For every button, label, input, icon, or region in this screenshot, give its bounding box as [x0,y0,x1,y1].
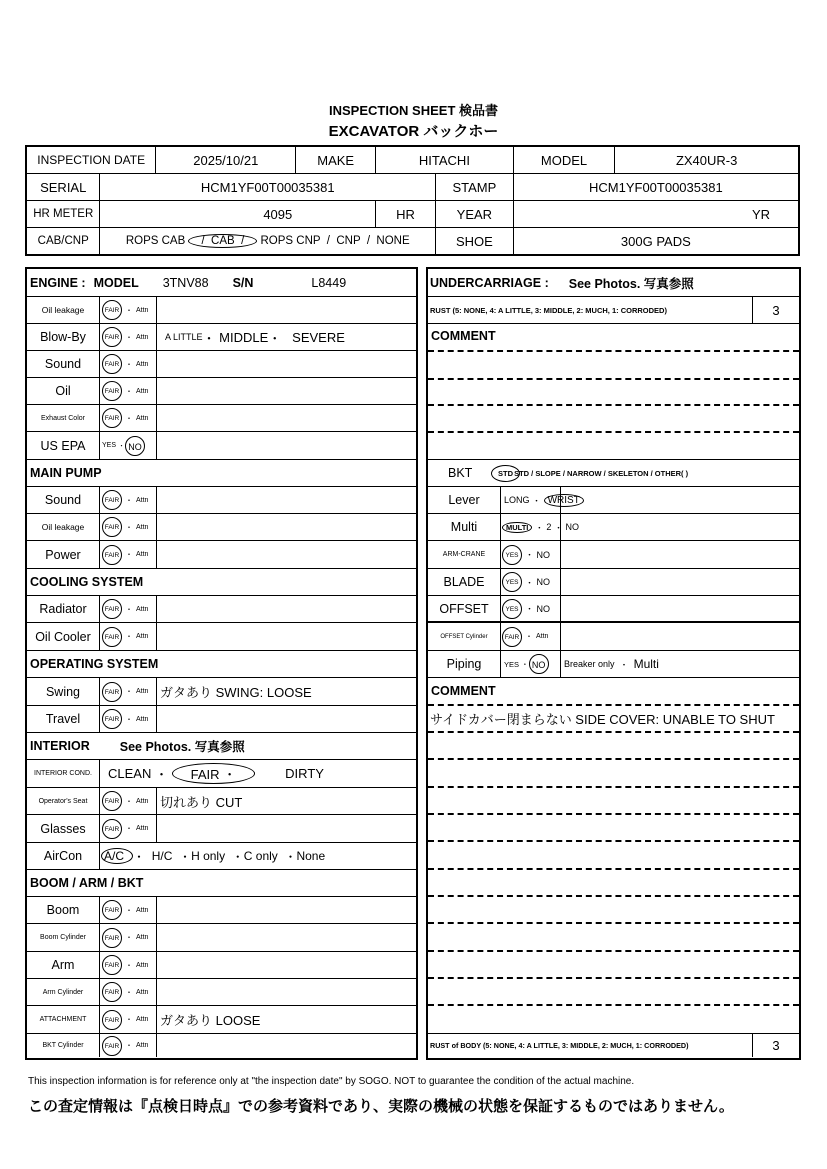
fair-option[interactable]: FAIR [102,709,122,729]
fair-selected-circle[interactable]: FAIR ・ [172,763,256,784]
aircon-row: AirCon A/C ・ H/C ・ H only ・ C only ・ None [27,843,416,870]
hr-unit: HR [376,201,436,228]
stamp-label: STAMP [436,174,514,201]
pump-oil-leakage-row: Oil leakage FAIR ・ Attn [27,514,416,541]
cab-selected-circle: / CAB / [188,234,257,248]
ac-selected-circle[interactable]: A/C [101,848,133,864]
interior-cond-row: INTERIOR COND. CLEAN ・ FAIR ・ DIRTY [27,760,416,788]
hr-meter-value: 4095 [100,201,376,228]
no-option-selected[interactable]: NO [125,436,145,456]
undercarriage-comment-area[interactable]: COMMENT [428,324,799,460]
body-comment-line: サイドカバー閉まらない SIDE COVER: UNABLE TO SHUT [430,712,775,727]
shoe-label: SHOE [436,228,514,256]
std-selected-circle[interactable]: STD [491,465,520,482]
multi-row: Multi MULTI ・ 2 ・ NO [428,514,799,541]
fair-option[interactable]: FAIR [102,599,122,619]
sheet-subtitle: EXCAVATOR バックホー [328,123,499,140]
oil-cooler-row: Oil Cooler FAIR ・ Attn [27,623,416,651]
us-epa-row: US EPA YES ・ NO [27,432,416,460]
year-value: YR [513,201,799,228]
cab-label: CAB/CNP [26,228,100,256]
wrist-selected-circle[interactable]: WRIST [544,494,584,507]
right-panel [426,267,801,1060]
bkt-options: STD STD / SLOPE / NARROW / SKELETON / OTHER( ) [491,465,688,482]
stamp-value: HCM1YF00T00035381 [513,174,799,201]
body-rust-row: RUST of BODY (5: NONE, 4: A LITTLE, 3: MIDDLE, 2: MUCH, 1: CORRODED) 3 [428,1034,799,1057]
model-value: ZX40UR-3 [615,146,799,174]
attachment-row: ATTACHMENT FAIR ・ Attn ガタあり LOOSE [27,1006,416,1034]
make-value: HITACHI [376,146,514,174]
lever-row: Lever LONG ・ WRIST [428,487,799,514]
cab-options: ROPS CAB / CAB / ROPS CNP / CNP / NONE [100,228,436,256]
shoe-value: 300G PADS [513,228,799,256]
no-selected-circle[interactable]: NO [529,654,549,674]
offset-cylinder-row: OFFSET Cylinder FAIR ・ Attn [428,623,799,651]
engine-header-row: ENGINE : MODEL 3TNV88 S/N L8449 [27,269,416,297]
arm-row: Arm FAIR ・ Attn [27,952,416,979]
arm-cylinder-row: Arm Cylinder FAIR ・ Attn [27,979,416,1006]
inspection-date-value: 2025/10/21 [156,146,296,174]
fair-option[interactable]: FAIR [102,381,122,401]
boom-header: BOOM / ARM / BKT [27,870,416,897]
bkt-cylinder-row: BKT Cylinder FAIR ・ Attn [27,1034,416,1057]
body-comment-area[interactable]: COMMENT サイドカバー閉まらない SIDE COVER: UNABLE TO SHUT [428,678,799,1034]
fair-option[interactable]: FAIR [102,517,122,537]
engine-exhaust-row: Exhaust Color FAIR ・ Attn [27,405,416,432]
fair-option[interactable]: FAIR [102,900,122,920]
arm-crane-row: ARM-CRANE YES ・ NO [428,541,799,569]
disclaimer-en: This inspection information is for reference only at "the inspection date" by SOGO. NOT to guarantee the condition of the actual machine. [28,1076,635,1087]
engine-oil-leakage-row: Oil leakage FAIR ・ Attn [27,297,416,324]
engine-oil-row: Oil FAIR ・ Attn [27,378,416,405]
radiator-row: Radiator FAIR ・ Attn [27,596,416,623]
serial-label: SERIAL [26,174,100,201]
blade-row: BLADE YES ・ NO [428,569,799,596]
interior-header: INTERIOR See Photos. 写真参照 [27,733,416,760]
cooling-header: COOLING SYSTEM [27,569,416,596]
hr-meter-label: HR METER [26,201,100,228]
yes-selected-circle[interactable]: YES [502,599,522,619]
engine-sound-row: Sound FAIR ・ Attn [27,351,416,378]
make-label: MAKE [296,146,376,174]
yes-selected-circle[interactable]: YES [502,572,522,592]
model-label: MODEL [513,146,615,174]
fair-option[interactable]: FAIR [102,1010,122,1030]
pump-sound-row: Sound FAIR ・ Attn [27,487,416,514]
travel-row: Travel FAIR ・ Attn [27,706,416,733]
disclaimer-ja: この査定情報は『点検日時点』での参考資料であり、実際の機械の状態を保証するものではありません。 [28,1098,734,1115]
header-table [25,145,800,256]
offset-row: OFFSET YES ・ NO [428,596,799,623]
fair-option[interactable]: FAIR [102,408,122,428]
fair-option[interactable]: FAIR [102,490,122,510]
operating-header: OPERATING SYSTEM [27,651,416,678]
piping-row: Piping YES ・ NO Breaker only ・ Multi [428,651,799,678]
multi-selected-circle[interactable]: MULTI [502,522,532,533]
swing-row: Swing FAIR ・ Attn ガタあり SWING: LOOSE [27,678,416,706]
fair-option[interactable]: FAIR [102,928,122,948]
fair-option[interactable]: FAIR [102,354,122,374]
serial-value: HCM1YF00T00035381 [100,174,436,201]
fair-option[interactable]: FAIR [102,1036,122,1056]
main-pump-header: MAIN PUMP [27,460,416,487]
body-rust-value: 3 [772,1038,780,1053]
fair-option[interactable]: FAIR [102,545,122,565]
fair-option[interactable]: FAIR [502,627,522,647]
operator-seat-row: Operator's Seat FAIR ・ Attn 切れあり CUT [27,788,416,815]
fair-option[interactable]: FAIR [102,327,122,347]
sheet-title: INSPECTION SHEET 検品書 [328,103,499,118]
glasses-row: Glasses FAIR ・ Attn [27,815,416,843]
fair-option[interactable]: FAIR [102,627,122,647]
undercarriage-header: UNDERCARRIAGE : See Photos. 写真参照 [428,269,799,297]
fair-option[interactable]: FAIR [102,955,122,975]
fair-option[interactable]: FAIR [102,982,122,1002]
fair-option[interactable]: FAIR [102,682,122,702]
boom-row: Boom FAIR ・ Attn [27,897,416,924]
yes-selected-circle[interactable]: YES [502,545,522,565]
left-panel [25,267,418,1060]
pump-power-row: Power FAIR ・ Attn [27,541,416,569]
fair-option[interactable]: FAIR [102,300,122,320]
inspection-date-label: INSPECTION DATE [26,146,156,174]
fair-option[interactable]: FAIR [102,819,122,839]
bkt-row: BKT STD STD / SLOPE / NARROW / SKELETON / OTHER( ) [428,460,799,487]
undercarriage-rust-value: 3 [772,302,780,318]
fair-option[interactable]: FAIR [102,791,122,811]
engine-blowby-row: Blow-By FAIR ・ Attn A LITTLE ・ MIDDLE ・ SEVERE [27,324,416,351]
undercarriage-rust-row: RUST (5: NONE, 4: A LITTLE, 3: MIDDLE, 2: MUCH, 1: CORRODED) 3 [428,297,799,324]
boom-cylinder-row: Boom Cylinder FAIR ・ Attn [27,924,416,952]
year-label: YEAR [436,201,514,228]
